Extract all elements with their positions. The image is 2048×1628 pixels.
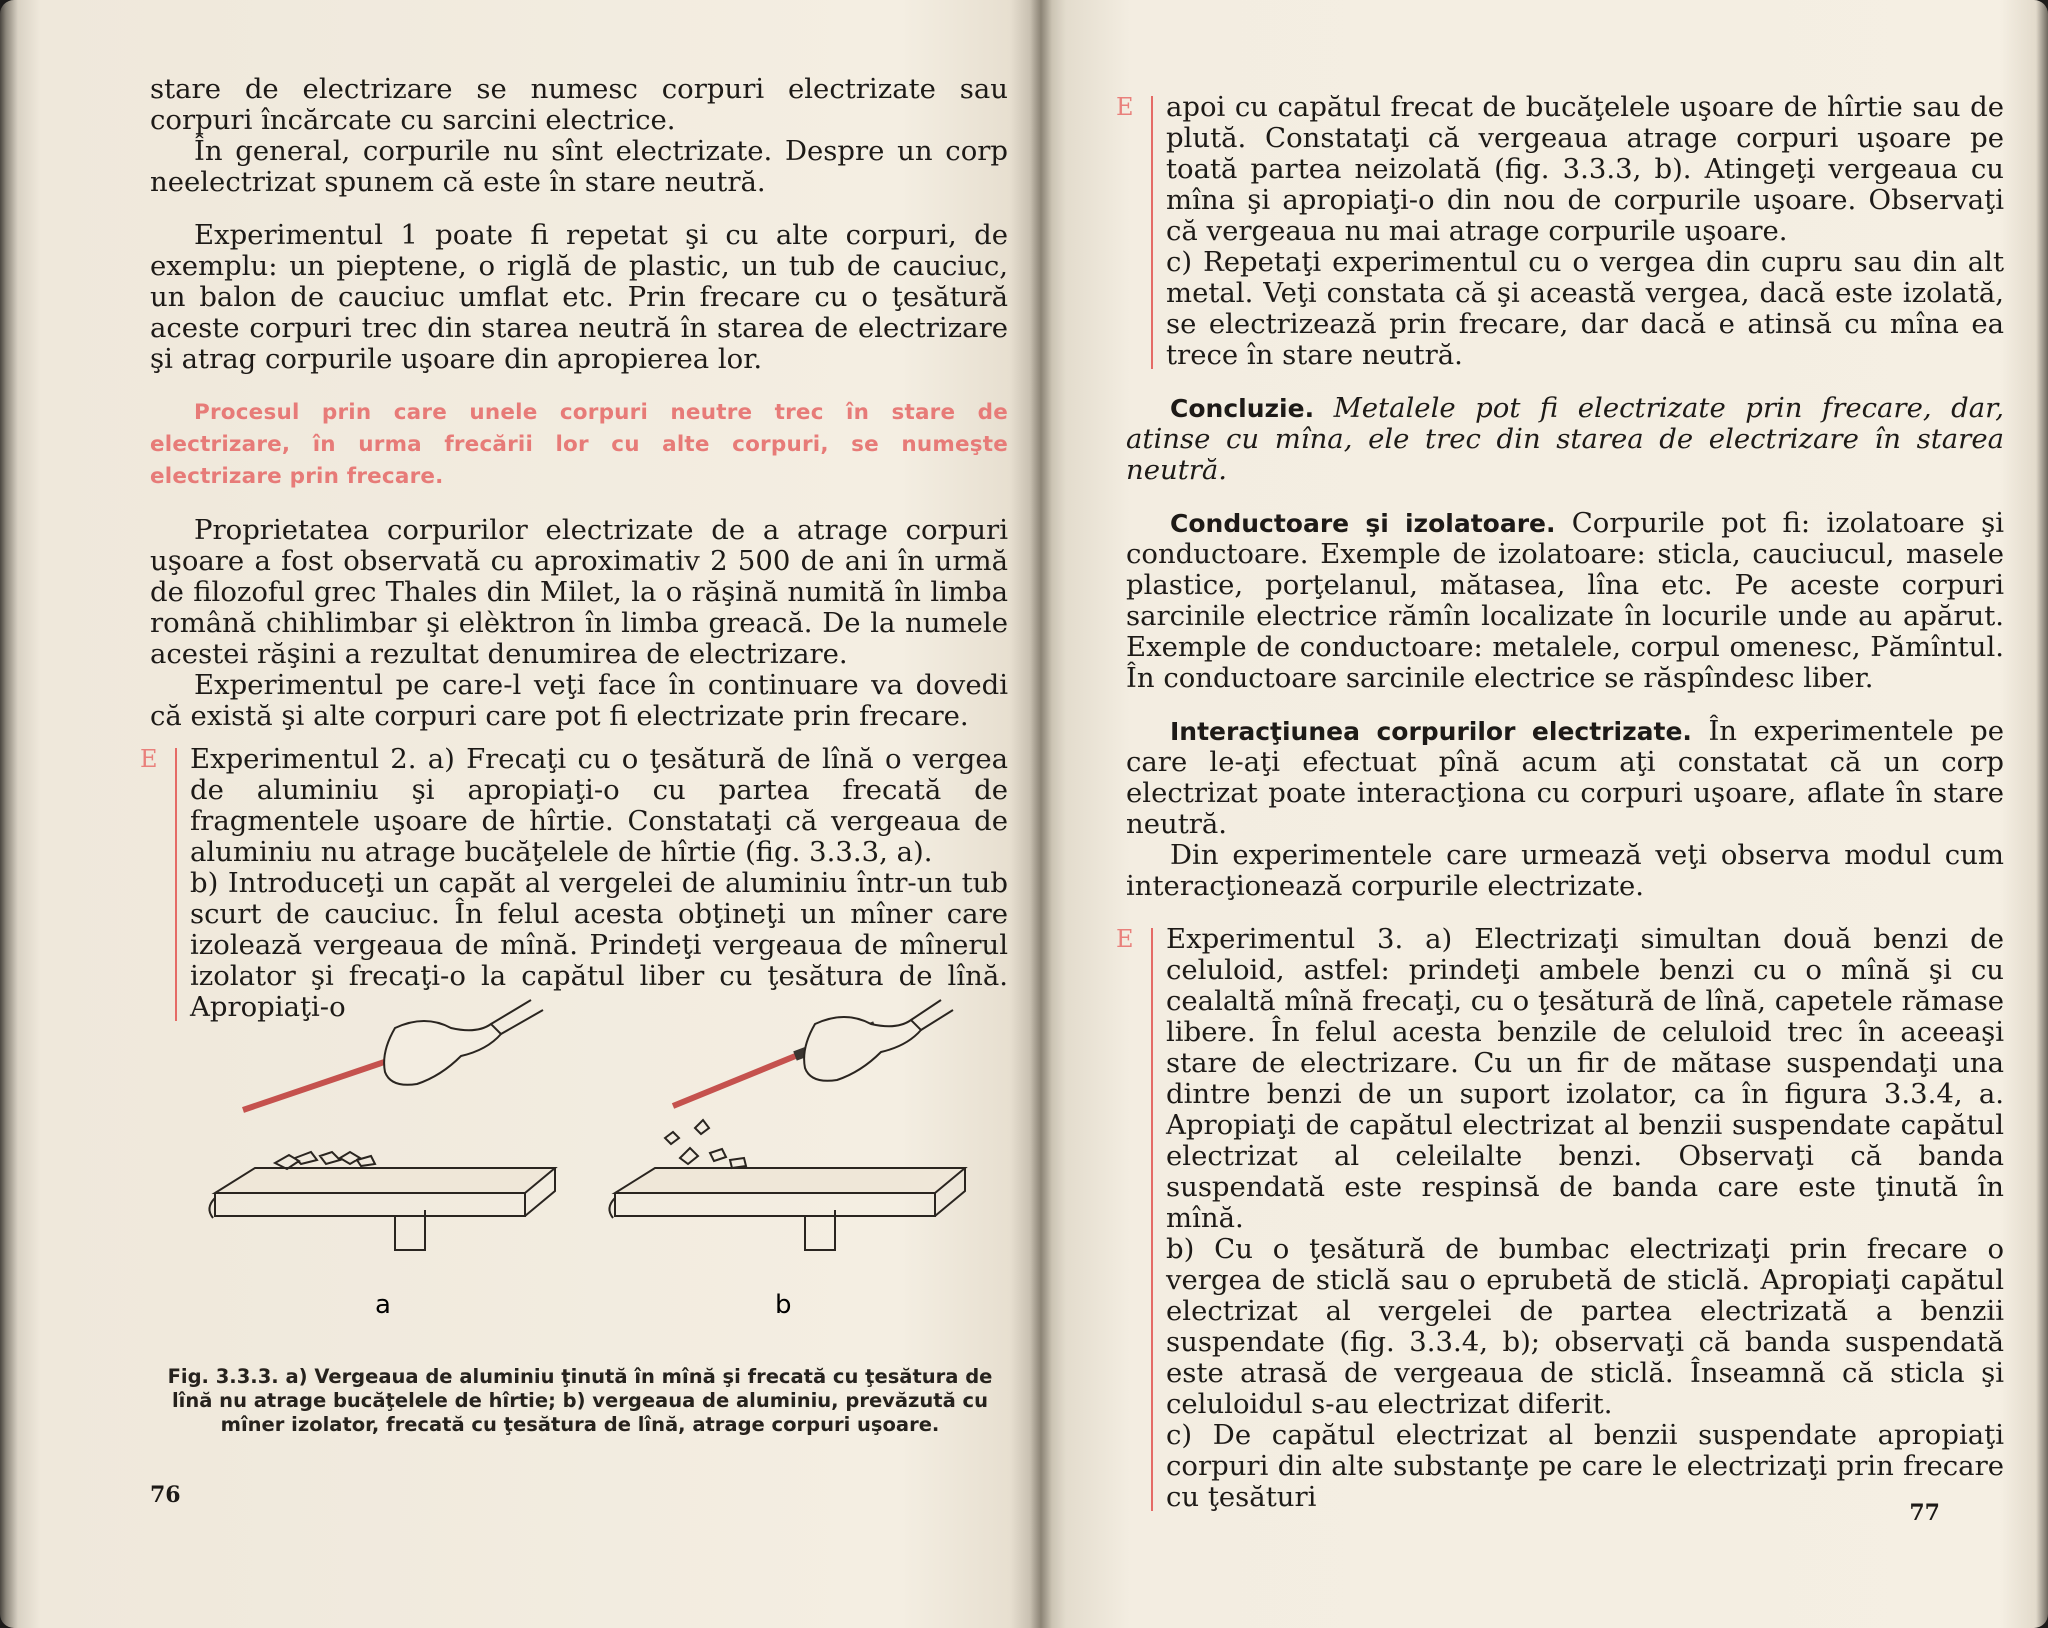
conclusion-paragraph	[1126, 393, 2004, 486]
page-number-right: 77	[1909, 1500, 1940, 1526]
experiment-3-part-c: c) De capătul electrizat al benzii suspendate apropiaţi corpuri din alte substanţe pe care le electrizaţi prin frecare cu ţesături	[1166, 1419, 2004, 1513]
experiment-2-continued-block	[1116, 91, 2004, 371]
conductors-insulators-text: Corpurile pot fi: izolatoare şi conductoare. Exemple de izolatoare: sticla, cauciucul, masele plastice, porţelanul, mătasea, lîna etc. Pe aceste corpuri sarcinile electrice rămîn localizate în locurile unde au apărut. Exemple de conductoare: metalele, corpul omenesc, Pămîntul. În conductoare sarcinile electrice se răspîndesc liber.	[1126, 507, 2004, 694]
paragraph-following-experiments: Din experimentele care urmează veţi observa modul cum interacţionează corpurile electrizate.	[1126, 839, 2004, 902]
experiment-3-block	[1116, 923, 2004, 1513]
paragraph-neutral-state: În general, corpurile nu sînt electrizate. Despre un corp neelectrizat spunem că este în stare neutră.	[150, 135, 1008, 198]
conclusion-title: Concluzie.	[1170, 394, 1315, 423]
figure-label-a: a	[375, 1290, 391, 1320]
experiment-3-part-a: Experimentul 3. a) Electrizaţi simultan două benzi de celuloid, astfel: prindeţi ambele benzi cu o mînă şi cu cealaltă mînă frecaţi, cu o ţesătură de lînă, capetele rămase libere. În felul acesta benzile de celuloid trec în aceeaşi stare de electrizare. Cu un fir de mătase suspendaţi una dintre benzi de un suport izolator, ca în figura 3.3.4, a. Apropiaţi de capătul electrizat al benzii suspendate capătul electrizat al celeilalte benzi. Observaţi că banda suspendată este respinsă de banda care este ţinută în mînă.	[1166, 923, 2004, 1234]
interaction-text: În experimentele pe care le-aţi efectuat pînă acum aţi constatat că un corp electrizat poate interacţiona cu corpuri uşoare, aflate în stare neutră.	[1126, 715, 2004, 840]
figure-b-illustration	[609, 1000, 965, 1250]
conclusion-text: Metalele pot fi electrizate prin frecare, dar, atinse cu mîna, ele trec din starea de electrizare în starea neutră.	[1126, 392, 2004, 486]
figure-caption: Fig. 3.3.3. a) Vergeaua de aluminiu ţinută în mînă şi frecată cu ţesătura de lînă nu atrage bucăţelele de hîrtie; b) vergeaua de aluminiu, prevăzută cu mîner izolator, frecată cu ţesătura de lînă, atrage corpuri uşoare.	[167, 1365, 993, 1436]
paragraph-electrized-bodies: stare de electrizare se numesc corpuri electrizate sau corpuri încărcate cu sarcini electrice.	[150, 73, 1008, 136]
experiment-side-bar	[1151, 96, 1153, 369]
experiment-2-part-a: Experimentul 2. a) Frecaţi cu o ţesătură de lînă o vergea de aluminiu şi apropiaţi-o cu partea frecată de fragmentele uşoare de hîrtie. Constataţi că vergeaua de aluminiu nu atrage bucăţelele de hîrtie (fig. 3.3.3, a).	[190, 743, 1008, 868]
figure-label-b: b	[775, 1290, 792, 1320]
experiment-2-part-c: c) Repetaţi experimentul cu o vergea din cupru sau din alt metal. Veţi constata că şi această vergea, dacă este izolată, se electrizează prin frecare, dar dacă e atinsă cu mîna ea trece în stare neutră.	[1166, 246, 2004, 371]
experiment-marker: E	[1116, 925, 1134, 953]
conductors-insulators-paragraph	[1126, 508, 2004, 694]
interaction-title: Interacţiunea corpurilor electrizate.	[1170, 717, 1692, 746]
definition-electrization-by-friction: Procesul prin care unele corpuri neutre trec în stare de electrizare, în urma frecării lor cu alte corpuri, se numeşte electrizare prin frecare.	[150, 400, 1008, 489]
figure-3-3-3	[195, 988, 995, 1328]
paragraph-thales: Proprietatea corpurilor electrizate de a atrage corpuri uşoare a fost observată cu aproximativ 2 500 de ani în urmă de filozoful grec Thales din Milet, la o răşină numită în limba română chihlimbar şi elèktron în limba greacă. De la numele acestei răşini a rezultat denumirea de electrizare.	[150, 514, 1008, 670]
book-gutter	[1030, 0, 1052, 1628]
experiment-marker: E	[1116, 93, 1134, 121]
page-number-left: 76	[150, 1482, 181, 1508]
experiment-2-block	[140, 743, 1008, 1023]
interaction-paragraph	[1126, 716, 2004, 840]
experiment-marker: E	[140, 745, 158, 773]
paragraph-experiment-1-repeat: Experimentul 1 poate fi repetat şi cu alte corpuri, de exemplu: un pieptene, o riglă de plastic, un tub de cauciuc, un balon de cauciuc umflat etc. Prin frecare cu o ţesătură aceste corpuri trec din starea neutră în starea de electrizare şi atrag corpurile uşoare din apropierea lor.	[150, 219, 1008, 375]
experiment-side-bar	[175, 748, 177, 1021]
experiment-2-continued: apoi cu capătul frecat de bucăţelele uşoare de hîrtie sau de plută. Constataţi că vergeaua atrage corpuri uşoare pe toată partea neizolată (fig. 3.3.3, b). Atingeţi vergeaua cu mîna şi apropiaţi-o din nou de corpurile uşoare. Observaţi că vergeaua nu mai atrage corpurile uşoare.	[1166, 91, 2004, 247]
experiment-2-part-b: b) Introduceţi un capăt al vergelei de aluminiu într-un tub scurt de cauciuc. În felul acesta obţineţi un mîner care izolează vergeaua de mînă. Prindeţi vergeaua de mînerul izolator şi frecaţi-o la capătul liber cu ţesătura de lînă. Apropiaţi-o	[190, 867, 1008, 1023]
left-page-text	[140, 73, 1008, 1023]
figure-a-illustration	[209, 1000, 555, 1250]
right-page	[1040, 0, 2048, 1628]
right-page-text	[1116, 91, 2004, 1513]
experiment-side-bar	[1151, 928, 1153, 1511]
experiment-3-part-b: b) Cu o ţesătură de bumbac electrizaţi prin frecare o vergea de sticlă sau o eprubetă de sticlă. Apropiaţi capătul electrizat al vergelei de partea electrizată a benzii suspendate (fig. 3.3.4, b); observaţi că banda suspendată este atrasă de vergeaua de sticlă. Înseamnă că sticla şi celuloidul s-au electrizat diferit.	[1166, 1233, 2004, 1420]
paragraph-next-experiment: Experimentul pe care-l veţi face în continuare va dovedi că există şi alte corpuri care pot fi electrizate prin frecare.	[150, 669, 1008, 732]
conductors-insulators-title: Conductoare şi izolatoare.	[1170, 509, 1556, 538]
